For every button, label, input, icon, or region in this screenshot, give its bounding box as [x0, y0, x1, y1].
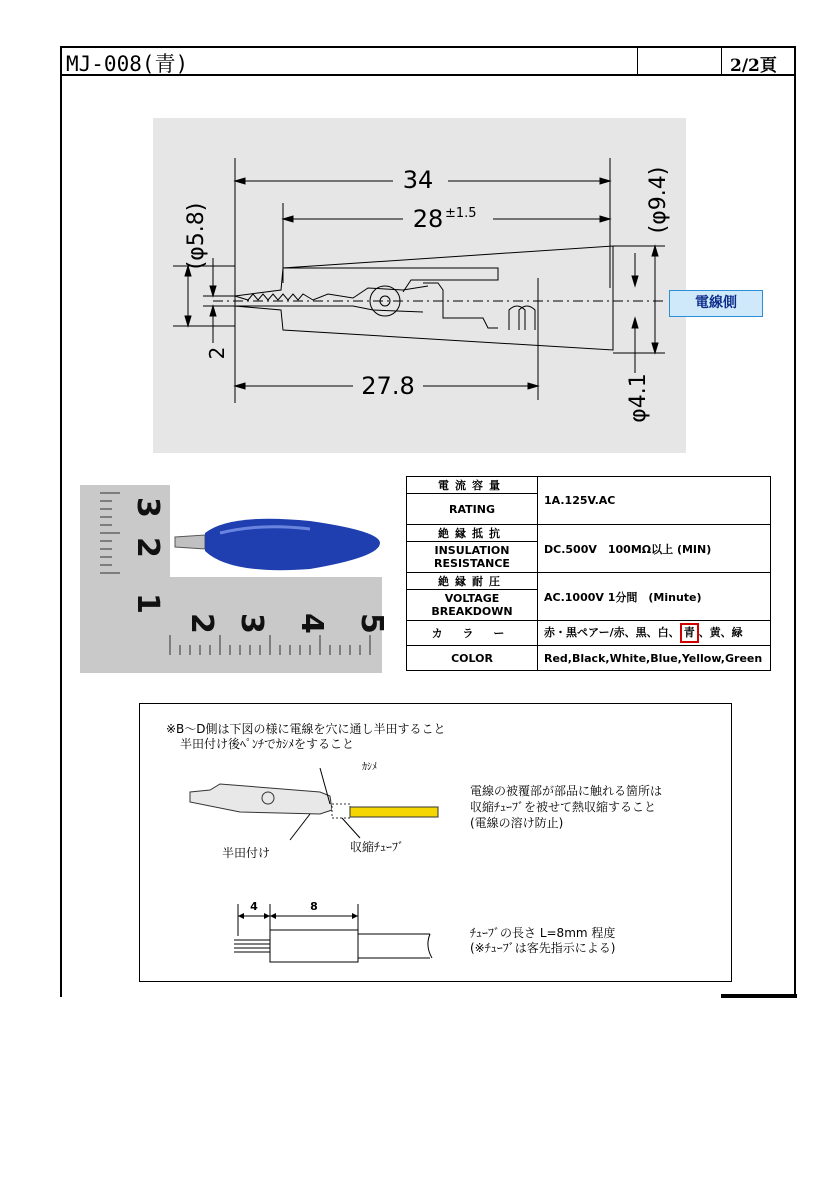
- note-line-2: 半田付け後ﾍﾟﾝﾁでｶｼﾒをすること: [180, 737, 355, 751]
- lever: [423, 283, 498, 328]
- wire-loop: [519, 306, 535, 330]
- spec-label-en: INSULATION RESISTANCE: [407, 542, 538, 573]
- tube-length-note: ﾁｭｰﾌﾞの長さ L=8mm 程度: [470, 926, 616, 940]
- clip-outline: [235, 246, 613, 350]
- spec-color-en-value: Red,Black,White,Blue,Yellow,Green: [538, 646, 771, 671]
- spec-value: 1A.125V.AC: [538, 477, 771, 525]
- ruler-number: 3: [234, 613, 269, 634]
- spec-label-color-jp: カ ラ ー: [407, 621, 538, 646]
- arrowhead: [600, 216, 610, 222]
- ruler-number: 4: [294, 613, 329, 634]
- arrowhead: [235, 178, 245, 184]
- spec-label-color-en: COLOR: [407, 646, 538, 671]
- header-cell-divider: [637, 46, 638, 75]
- ruler-number: 2: [184, 613, 219, 634]
- color-list-suffix: 、黄、緑: [698, 626, 743, 639]
- page-number: 2/2頁: [730, 56, 777, 76]
- arrowhead: [185, 316, 191, 326]
- arrowhead: [632, 276, 638, 286]
- lower-jaw: [235, 306, 423, 312]
- ruler-number: 3: [130, 497, 165, 518]
- ruler-horizontal: [80, 577, 382, 673]
- tube-instruction-note: (※ﾁｭｰﾌﾞは客先指示による): [470, 941, 616, 955]
- arrowhead: [652, 343, 658, 353]
- selected-color-highlight: 青: [680, 623, 699, 643]
- leader-line: [342, 818, 360, 838]
- solder-label: 半田付け: [222, 846, 271, 860]
- dim-jaw: 27.8: [361, 372, 415, 400]
- wire-loop: [509, 306, 525, 330]
- ruler-number: 2: [130, 537, 165, 558]
- clip-jaw: [175, 535, 205, 549]
- arrowhead: [210, 306, 216, 316]
- leader-line: [290, 814, 310, 840]
- header-cell-divider: [721, 46, 722, 75]
- dim-body: 28: [412, 205, 444, 233]
- note-line-1: ※B～D側は下図の様に電線を穴に通し半田すること: [166, 722, 446, 736]
- color-list-prefix: 赤・黒ペアー/赤、黒、白、: [544, 626, 680, 639]
- tube-sketch: [332, 804, 350, 818]
- note-para-3: (電線の溶け防止): [470, 816, 564, 830]
- upper-jaw: [283, 268, 498, 292]
- clip-drawing-svg: [153, 118, 686, 453]
- tube-length-diagram: [230, 896, 440, 966]
- clip-sketch: [190, 784, 332, 814]
- wire-sketch: [350, 807, 438, 817]
- spec-label-en: RATING: [407, 494, 538, 525]
- product-photo: [80, 485, 389, 673]
- spec-label-jp: 電流容量: [407, 477, 538, 494]
- arrowhead: [632, 318, 638, 328]
- dim-8-label: 8: [310, 900, 318, 913]
- note-para-2: 収縮ﾁｭｰﾌﾞを被せて熱収縮すること: [470, 800, 657, 814]
- dim-body-tolerance: ±1.5: [445, 206, 477, 221]
- tube-label: 収縮ﾁｭｰﾌﾞ: [350, 840, 405, 854]
- dim-left-diameter: (φ5.8): [184, 202, 209, 270]
- spec-label-jp: 絶縁抵抗: [407, 525, 538, 542]
- spec-table: [406, 476, 771, 671]
- assembly-note-box: [139, 703, 732, 982]
- bottom-bar: [721, 994, 797, 998]
- ruler-number: 1: [130, 593, 165, 614]
- spec-color-value: [538, 621, 771, 646]
- dim-4-label: 4: [250, 900, 258, 913]
- dimension-drawing: [153, 118, 686, 453]
- teeth: [235, 286, 428, 300]
- ruler-number: 5: [354, 613, 389, 634]
- photo-svg: [80, 485, 389, 673]
- dim-overall: 34: [402, 166, 434, 194]
- note-para-1: 電線の被覆部が部品に触れる箇所は: [470, 784, 663, 798]
- spec-value: DC.500V 100MΩ以上 (MIN): [538, 525, 771, 573]
- arrowhead: [528, 383, 538, 389]
- arrowhead: [210, 286, 216, 296]
- dim-hole-diameter: φ4.1: [626, 373, 651, 423]
- arrowhead: [652, 246, 658, 256]
- kashime-label: ｶｼﾒ: [362, 762, 377, 773]
- spec-label-jp: 絶縁耐圧: [407, 573, 538, 590]
- spec-label-en: VOLTAGE BREAKDOWN: [407, 590, 538, 621]
- spec-value: AC.1000V 1分間 (Minute): [538, 573, 771, 621]
- arrowhead: [600, 178, 610, 184]
- arrowhead: [283, 216, 293, 222]
- document-title: MJ-008(青): [66, 52, 189, 76]
- wire-side-tag: 電線側: [669, 290, 763, 317]
- dim-tip: 2: [205, 346, 229, 360]
- dim-right-diameter: (φ9.4): [646, 166, 671, 234]
- arrowhead: [235, 383, 245, 389]
